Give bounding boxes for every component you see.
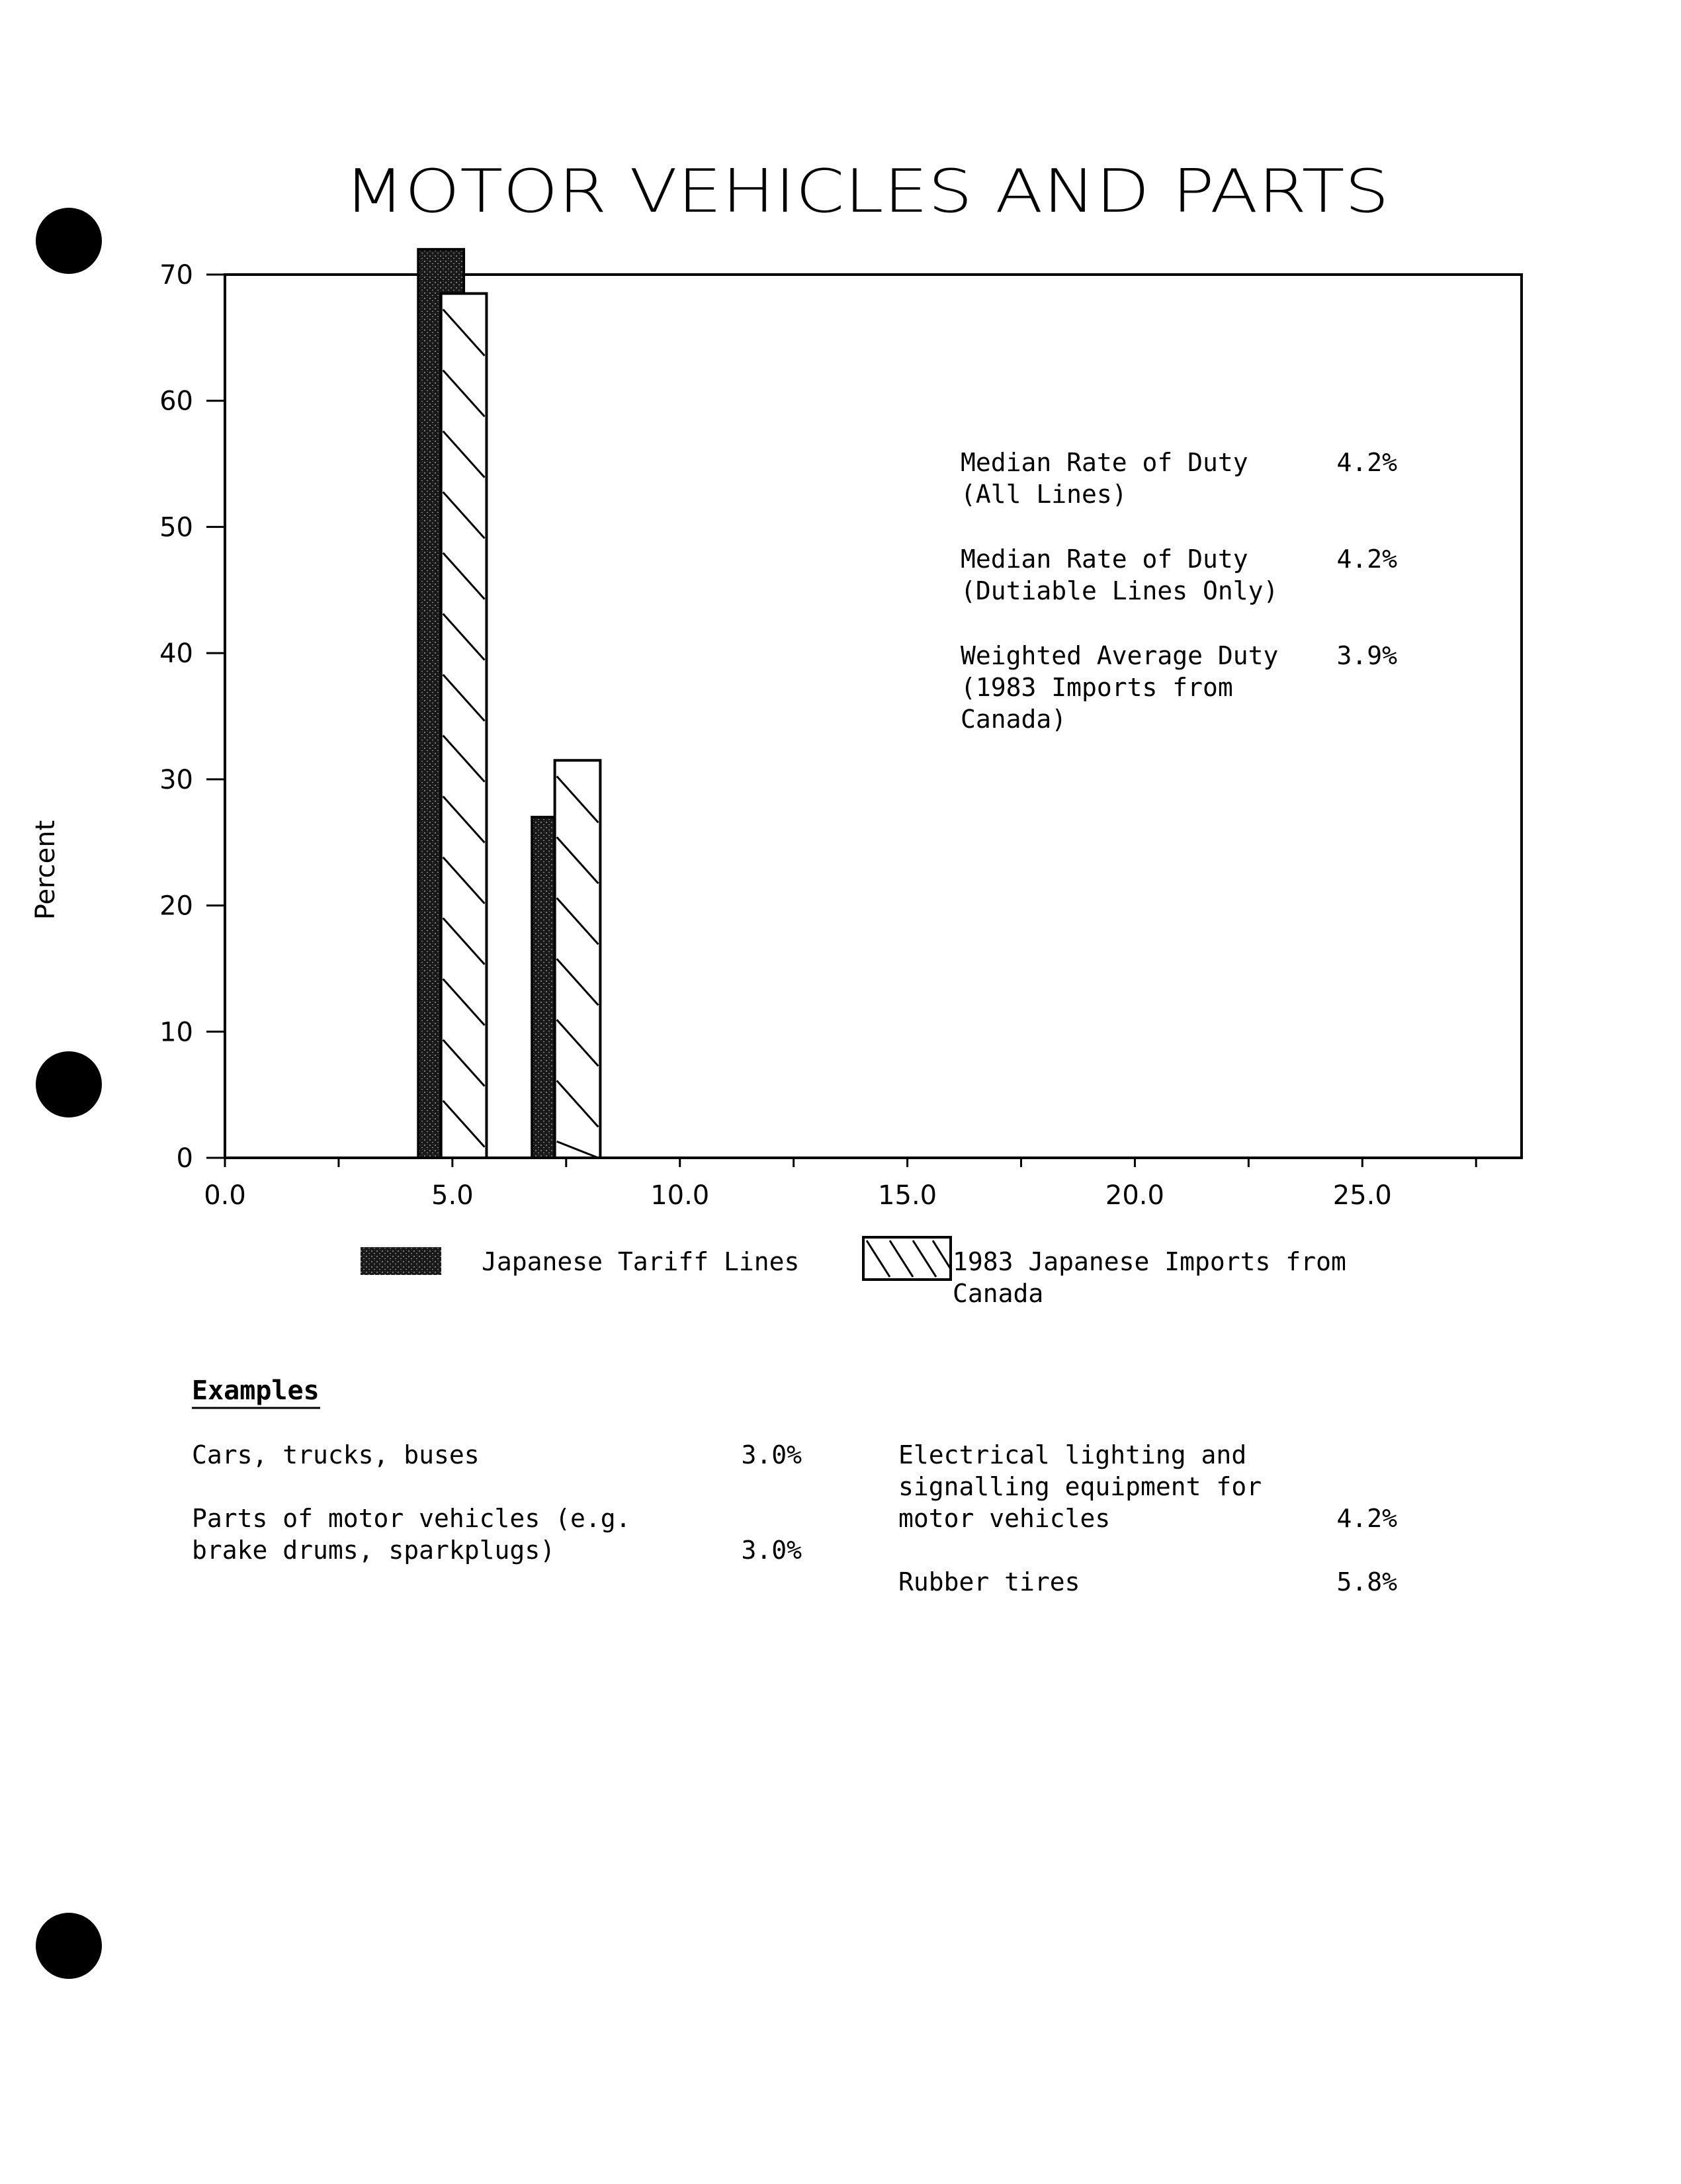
examples-section xyxy=(192,1376,1397,1596)
examples-heading: Examples xyxy=(192,1376,320,1406)
y-tick-label: 30 xyxy=(159,764,193,795)
y-tick-label: 20 xyxy=(159,891,193,922)
legend-label-imports: 1983 Japanese Imports from xyxy=(953,1247,1346,1276)
examples-left-column xyxy=(192,1440,802,1565)
legend-label-imports-line2: Canada xyxy=(953,1279,1044,1308)
bar-imports xyxy=(441,294,487,1158)
annotation-label: Weighted Average Duty xyxy=(961,641,1279,670)
x-tick-label: 25.0 xyxy=(1332,1180,1392,1211)
y-tick-label: 70 xyxy=(159,260,193,290)
annotation-label: Median Rate of Duty xyxy=(961,545,1248,574)
example-label: Parts of motor vehicles (e.g. xyxy=(192,1504,631,1533)
example-value: 3.0% xyxy=(741,1440,802,1469)
bar-imports xyxy=(555,760,601,1158)
y-tick-label: 10 xyxy=(159,1017,193,1048)
example-label: brake drums, sparkplugs) xyxy=(192,1536,556,1565)
annotation-value: 4.2% xyxy=(1336,448,1397,477)
x-tick-label: 20.0 xyxy=(1105,1180,1164,1211)
example-value: 4.2% xyxy=(1336,1504,1397,1533)
x-tick-label: 10.0 xyxy=(650,1180,710,1211)
y-tick-label: 0 xyxy=(176,1143,193,1174)
example-label: Cars, trucks, buses xyxy=(192,1440,480,1469)
legend xyxy=(361,1237,1346,1308)
annotation-box xyxy=(961,448,1397,734)
example-label: Rubber tires xyxy=(898,1567,1080,1596)
example-label: motor vehicles xyxy=(898,1504,1111,1533)
annotation-label: Canada) xyxy=(961,705,1067,734)
annotation-value: 4.2% xyxy=(1336,545,1397,574)
y-axis-label: Percent xyxy=(30,820,61,920)
y-axis xyxy=(159,260,225,1174)
example-value: 3.0% xyxy=(741,1536,802,1565)
y-tick-label: 40 xyxy=(159,638,193,670)
example-label: Electrical lighting and xyxy=(898,1440,1247,1469)
example-value: 5.8% xyxy=(1336,1567,1397,1596)
annotation-label: (1983 Imports from xyxy=(961,673,1233,702)
legend-swatch-imports xyxy=(863,1237,951,1280)
chart-title: MOTOR VEHICLES AND PARTS xyxy=(344,157,1389,226)
y-tick-label: 60 xyxy=(159,386,193,417)
x-tick-label: 5.0 xyxy=(431,1180,474,1211)
bars xyxy=(418,249,600,1158)
y-tick-label: 50 xyxy=(159,512,193,543)
x-tick-label: 15.0 xyxy=(878,1180,937,1211)
example-label: signalling equipment for xyxy=(898,1472,1262,1501)
legend-label-tariff-lines: Japanese Tariff Lines xyxy=(482,1247,800,1276)
legend-swatch-tariff-lines xyxy=(361,1247,441,1275)
examples-right-column xyxy=(898,1440,1397,1596)
annotation-label: (All Lines) xyxy=(961,480,1127,509)
annotation-value: 3.9% xyxy=(1336,641,1397,670)
annotation-label: (Dutiable Lines Only) xyxy=(961,576,1279,605)
annotation-label: Median Rate of Duty xyxy=(961,448,1248,477)
x-tick-label: 0.0 xyxy=(204,1180,246,1211)
x-axis xyxy=(204,1158,1476,1211)
